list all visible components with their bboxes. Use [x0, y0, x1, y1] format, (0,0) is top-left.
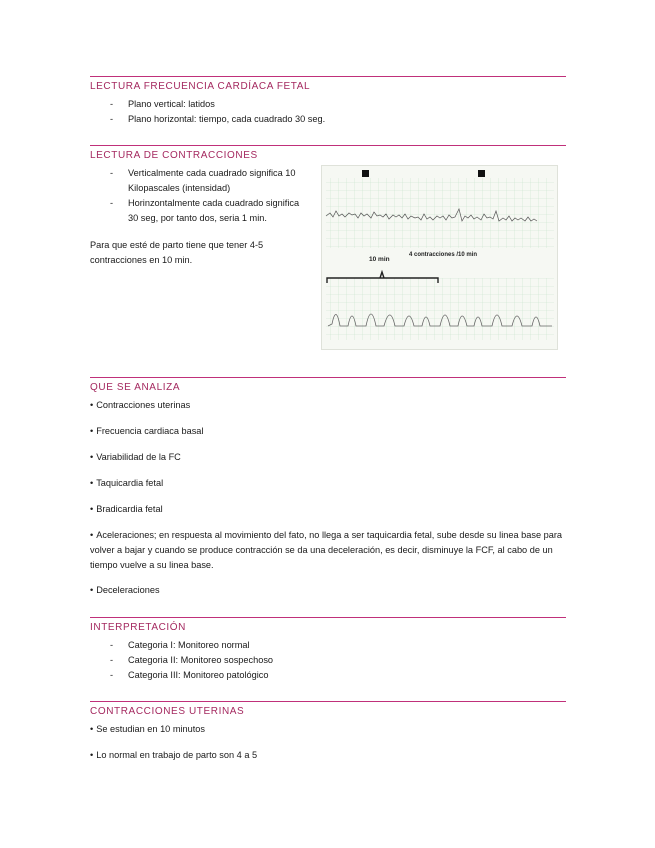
bullet-item: • Frecuencia cardiaca basal	[90, 426, 204, 436]
section-que-se-analiza	[90, 377, 566, 609]
dash-list	[90, 97, 566, 127]
figure-label-10min: 10 min	[369, 256, 390, 263]
bullet-list	[90, 398, 566, 598]
section-divider	[90, 617, 566, 618]
bullet-item: • Deceleraciones	[90, 585, 160, 595]
dash-list	[90, 638, 566, 683]
dash-list	[90, 166, 310, 226]
bullet-item: • Bradicardia fetal	[90, 504, 163, 514]
section-divider	[90, 76, 566, 77]
bullet-item: • Lo normal en trabajo de parto son 4 a 5	[90, 750, 258, 760]
figure-label-contractions: 4 contracciones /10 min	[409, 252, 478, 258]
list-item: - Horinzontalmente cada cuadrado significa 30 seg, por tanto dos, seria 1 min.	[90, 196, 310, 226]
section-divider	[90, 701, 566, 702]
section-title: INTERPRETACIÓN	[90, 622, 186, 633]
list-item: - Verticalmente cada cuadrado significa 10 Kilopascales (intensidad)	[90, 166, 310, 196]
bullet-item: • Taquicardia fetal	[90, 478, 164, 488]
section-contracciones-uterinas	[90, 701, 566, 774]
section-title: LECTURA DE CONTRACCIONES	[90, 150, 258, 161]
list-item: - Categoria II: Monitoreo sospechoso	[90, 653, 566, 668]
bullet-item: • Aceleraciones; en respuesta al movimiento del fato, no llega a ser taquicardia fetal, sube desde su linea base para volver a bajar y cuando se produce contracción se da una deceleración, es decir, disminuye la FCF, al cabo de un tiempo vuelve a su linea base.	[90, 530, 563, 570]
marker-square	[362, 170, 369, 177]
section-interpretacion	[90, 617, 566, 683]
ctg-strip-image	[321, 165, 558, 350]
section-title: QUE SE ANALIZA	[90, 382, 181, 393]
bullet-item: • Se estudian en 10 minutos	[90, 724, 206, 734]
section-divider	[90, 145, 566, 146]
bullet-item: • Contracciones uterinas	[90, 400, 191, 410]
bullet-item: • Variabilidad de la FC	[90, 452, 181, 462]
ctg-strip-graphic	[322, 166, 557, 349]
marker-square	[478, 170, 485, 177]
list-item: - Plano vertical: latidos	[90, 97, 566, 112]
list-item: - Plano horizontal: tiempo, cada cuadrado 30 seg.	[90, 112, 566, 127]
section-title: CONTRACCIONES UTERINAS	[90, 706, 245, 717]
section-divider	[90, 377, 566, 378]
paragraph: Para que esté de parto tiene que tener 4-5 contracciones en 10 min.	[90, 240, 264, 265]
list-item: - Categoria I: Monitoreo normal	[90, 638, 566, 653]
bullet-list	[90, 722, 566, 763]
section-lectura-fcf	[90, 76, 566, 127]
list-item: - Categoria III: Monitoreo patológico	[90, 668, 566, 683]
section-title: LECTURA FRECUENCIA CARDÍACA FETAL	[90, 81, 311, 92]
